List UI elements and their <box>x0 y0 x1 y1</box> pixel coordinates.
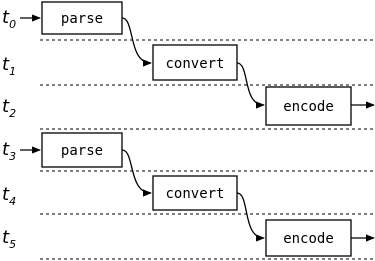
stage-box-encode <box>266 87 351 125</box>
time-label: $t_3$ <box>2 139 17 163</box>
stage-label: encode <box>283 99 334 115</box>
stage-label: convert <box>165 56 225 72</box>
time-label: $t_1$ <box>2 54 17 78</box>
stage-label: encode <box>283 231 334 247</box>
stage-label: parse <box>60 11 104 27</box>
stage-connector <box>237 63 264 105</box>
time-label: $t_2$ <box>2 96 17 120</box>
time-label: $t_5$ <box>2 227 17 251</box>
stage-box-encode <box>266 220 351 256</box>
stage-box-parse <box>42 133 122 167</box>
stage-label: parse <box>60 143 104 159</box>
stage-connector <box>237 193 264 238</box>
time-label: $t_4$ <box>2 184 17 208</box>
stage-box-convert <box>153 176 237 210</box>
time-label: $t_0$ <box>2 7 17 31</box>
stage-label: convert <box>165 186 225 202</box>
stage-box-convert <box>153 45 237 80</box>
stage-box-parse <box>42 2 122 34</box>
